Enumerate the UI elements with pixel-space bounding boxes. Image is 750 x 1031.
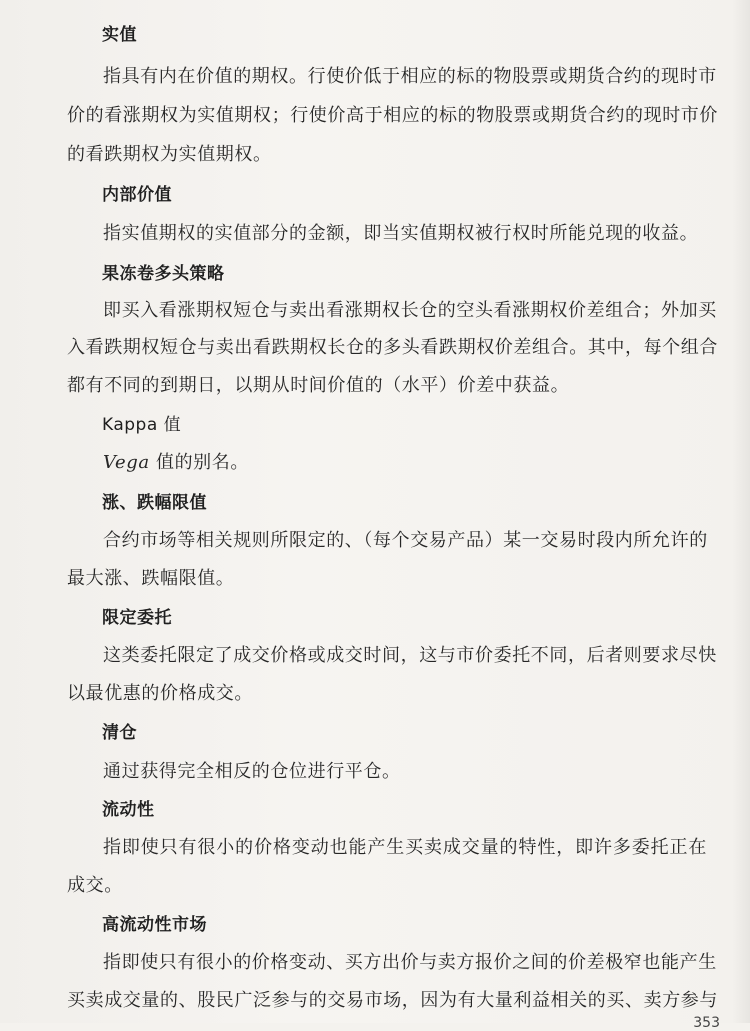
term-heading: 果冻卷多头策略 — [102, 264, 225, 284]
definition-line: 指具有内在价值的期权。行使价低于相应的标的物股票或期货合约的现时市 — [103, 66, 717, 87]
definition-line: 指即使只有很小的价格变动也能产生买卖成交量的特性，即许多委托正在 — [103, 837, 707, 858]
page-edge-shadow — [732, 0, 750, 1023]
term-heading: 流动性 — [102, 800, 155, 820]
definition-line: 最大涨、跌幅限值。 — [67, 568, 235, 589]
definition-line: 通过获得完全相反的仓位进行平仓。 — [103, 761, 401, 782]
term-heading: 实值 — [102, 25, 137, 45]
term-heading: 内部价值 — [102, 185, 172, 205]
definition-line: 指实值期权的实值部分的金额，即当实值期权被行权时所能兑现的收益。 — [103, 223, 699, 244]
definition-line: 这类委托限定了成交价格或成交时间，这与市价委托不同，后者则要求尽快 — [103, 645, 717, 666]
definition-line: 都有不同的到期日，以期从时间价值的（水平）价差中获益。 — [67, 375, 570, 396]
definition-line: 入看跌期权短仓与卖出看跌期权长仓的多头看跌期权价差组合。其中，每个组合 — [67, 337, 718, 358]
vega-term: Vega — [103, 452, 150, 473]
definition-line — [103, 448, 249, 474]
definition-line: 指即使只有很小的价格变动、买方出价与卖方报价之间的价差极窄也能产生 — [103, 952, 717, 973]
term-heading: 限定委托 — [102, 608, 172, 628]
definition-line: 价的看涨期权为实值期权；行使价高于相应的标的物股票或期货合约的现时市价 — [67, 105, 718, 126]
definition-line: 合约市场等相关规则所限定的、（每个交易产品）某一交易时段内所允许的 — [103, 530, 708, 551]
term-heading: Kappa 值 — [102, 415, 182, 435]
definition-line: 成交。 — [67, 875, 123, 896]
term-heading: 涨、跌幅限值 — [102, 493, 207, 513]
term-heading: 高流动性市场 — [102, 915, 207, 935]
definition-line: 即买入看涨期权短仓与卖出看涨期权长仓的空头看涨期权价差组合；外加买 — [103, 300, 717, 321]
term-heading: 清仓 — [102, 723, 137, 743]
definition-line: 以最优惠的价格成交。 — [67, 683, 253, 704]
page-number: 353 — [693, 1015, 720, 1031]
vega-rest: 值的别名。 — [149, 452, 249, 473]
definition-line: 买卖成交量的、股民广泛参与的交易市场，因为有大量利益相关的买、卖方参与 — [67, 990, 718, 1011]
definition-line: 的看跌期权为实值期权。 — [67, 144, 272, 165]
